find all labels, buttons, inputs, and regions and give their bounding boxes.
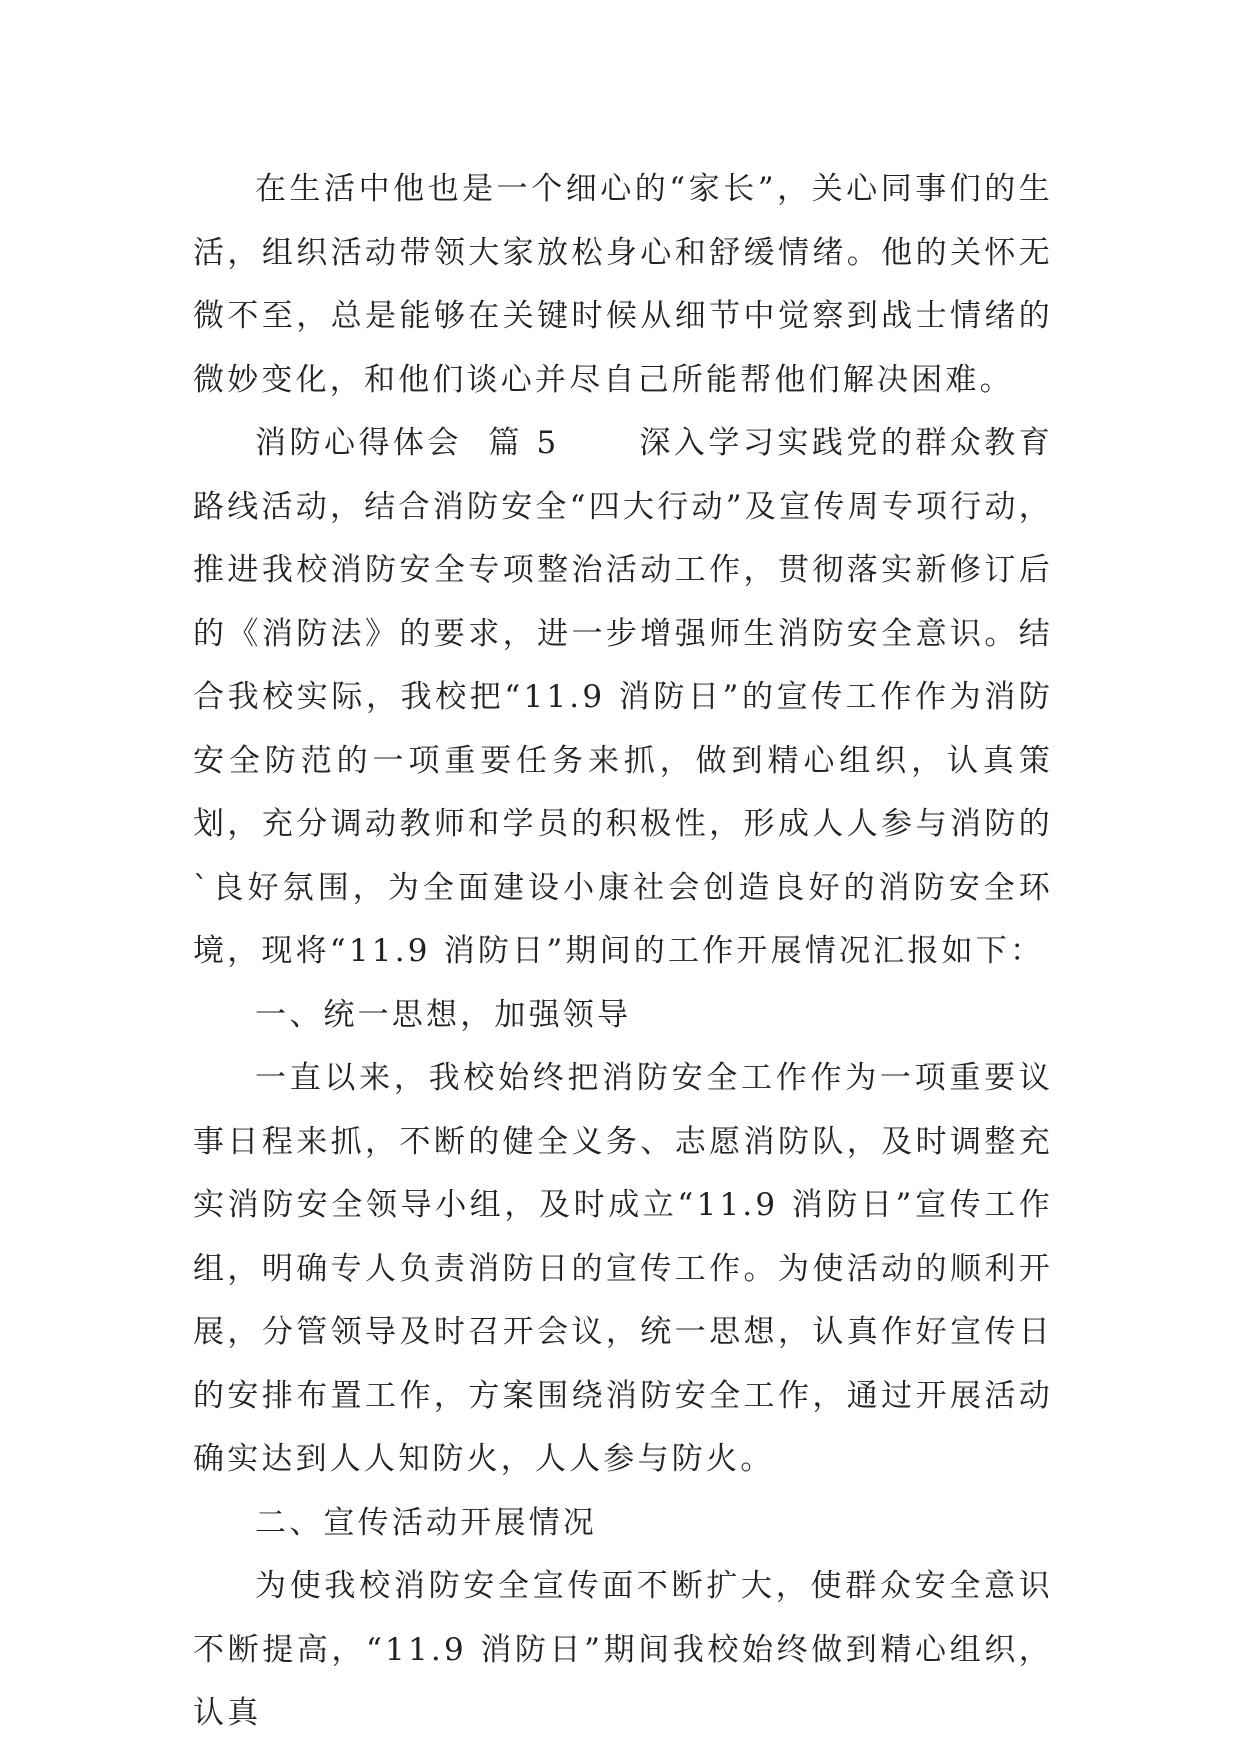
paragraph-section-5-intro: 消防心得体会 篇 5 深入学习实践党的群众教育路线活动，结合消防安全“四大行动”及宣传周专项行动，推进我校消防安全专项整治活动工作，贯彻落实新修订后的《消防法》的要求，进一步增强师生消防安全意识。结合我校实际，我校把“11.9 消防日”的宣传工作作为消防安全防范的一项重要任务来抓，做到精心组织，认真策划，充分调动教师和学员的积极性，形成人人参与消防的`良好氛围，为全面建设小康社会创造良好的消防安全环境，现将“11.9 消防日”期间的工作开展情况汇报如下： (193, 425, 1053, 969)
heading-publicity-activities: 二、宣传活动开展情况 (255, 1504, 597, 1541)
paragraph-family-care: 在生活中他也是一个细心的“家长”，关心同事们的生活，组织活动带领大家放松身心和舒缓情绪。他的关怀无微不至，总是能够在关键时候从细节中觉察到战士情绪的微妙变化，和他们谈心并尽自己所能帮他们解决困难。 (193, 171, 1053, 398)
document-body (193, 158, 1053, 1746)
paragraph-publicity: 为使我校消防安全宣传面不断扩大，使群众安全意识不断提高，“11.9 消防日”期间我校始终做到精心组织，认真 (193, 1568, 1053, 1731)
heading-unify-thinking: 一、统一思想，加强领导 (255, 996, 632, 1033)
paragraph-leadership: 一直以来，我校始终把消防安全工作作为一项重要议事日程来抓，不断的健全义务、志愿消防队，及时调整充实消防安全领导小组，及时成立“11.9 消防日”宣传工作组，明确专人负责消防日的宣传工作。为使活动的顺利开展，分管领导及时召开会议，统一思想，认真作好宣传日的安排布置工作，方案围绕消防安全工作，通过开展活动确实达到人人知防火，人人参与防火。 (193, 1060, 1053, 1477)
